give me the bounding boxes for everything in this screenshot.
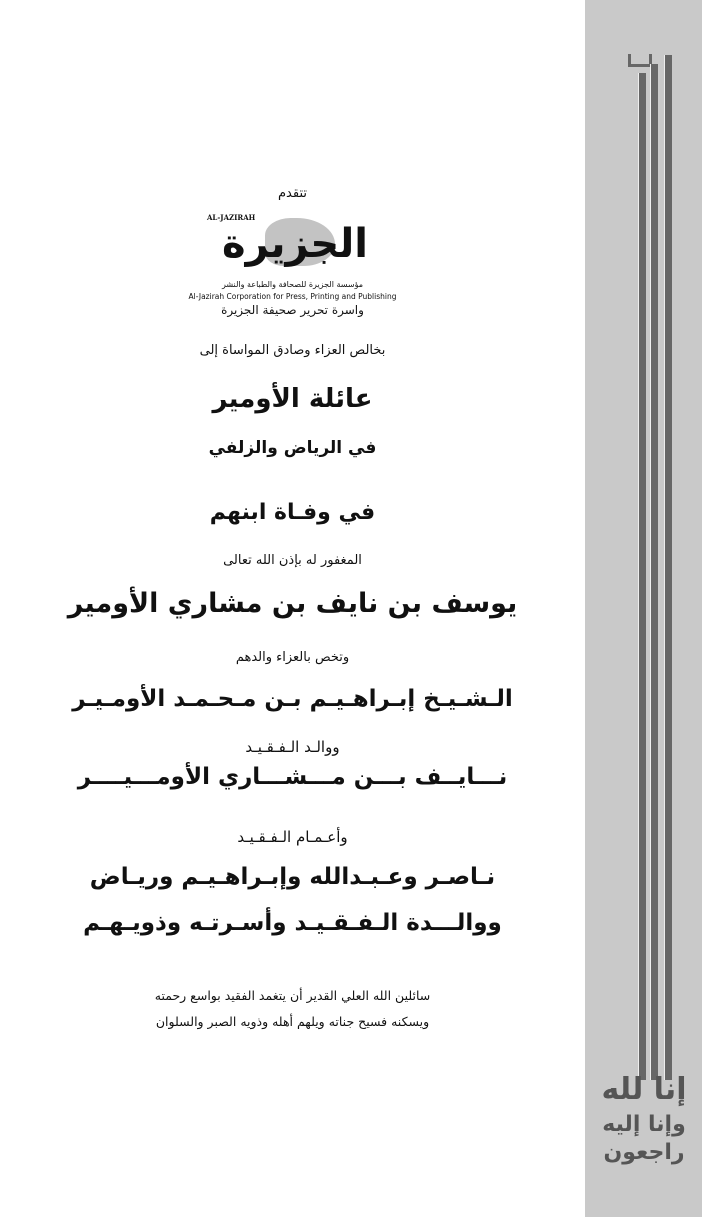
vertical-bar <box>638 73 646 1080</box>
place-text: في الرياض والزلفي <box>208 438 377 458</box>
late-text: المغفور له بإذن الله تعالى <box>223 553 362 568</box>
intro-text: بخالص العزاء وصادق المواساة إلى <box>199 343 386 358</box>
motto-line-3: راجعون <box>603 1140 685 1165</box>
father-name: نـــايــف بـــن مـــشـــاري الأومـــيــــر <box>77 764 508 790</box>
sheikh-name: الـشـيـخ إبـراهـيـم بـن مـحـمـد الأومـيـر <box>72 686 513 712</box>
father-label: ووالـد الـفـقـيـد <box>245 738 340 756</box>
uncles-label: وأعـمـام الـفـقـيـد <box>237 828 348 846</box>
family-name: عائلة الأومير <box>212 384 373 414</box>
logo-en: AL-JAZIRAH <box>207 213 256 222</box>
logo-ar: الجزيرة <box>222 221 368 267</box>
special-text: وتخص بالعزاء والدهم <box>235 650 350 665</box>
deceased-name: يوسف بن نايف بن مشاري الأومير <box>67 588 518 619</box>
motto-line-1: إنا لله <box>601 1072 687 1107</box>
vertical-bar <box>650 64 658 1080</box>
presents-text: تتقدم <box>278 186 307 201</box>
al-jazirah-logo <box>205 213 385 273</box>
death-text: في وفـاة ابنهم <box>209 500 376 525</box>
prayer-line-1: سائلين الله العلي القدير أن يتغمد الفقيد بواسع رحمته <box>154 988 431 1003</box>
uncles-names: نـاصـر وعـبـدالله وإبـراهـيـم وريـاض <box>89 864 496 890</box>
prayer-line-2: ويسكنه فسيح جناته ويلهم أهله وذويه الصبر والسلوان <box>155 1014 430 1029</box>
motto-line-2: وإنا إليه <box>602 1112 686 1137</box>
corp-en: Al-Jazirah Corporation for Press, Printing and Publishing <box>188 292 397 301</box>
staff-text: واسرة تحرير صحيفة الجزيرة <box>221 303 364 317</box>
corp-ar: مؤسسة الجزيرة للصحافة والطباعة والنشر <box>221 280 363 289</box>
mother-text: ووالـــدة الـفـقـيـد وأسـرتـه وذويـهـم <box>83 910 502 936</box>
shadda-glyph <box>628 54 652 67</box>
vertical-bar <box>664 55 672 1080</box>
